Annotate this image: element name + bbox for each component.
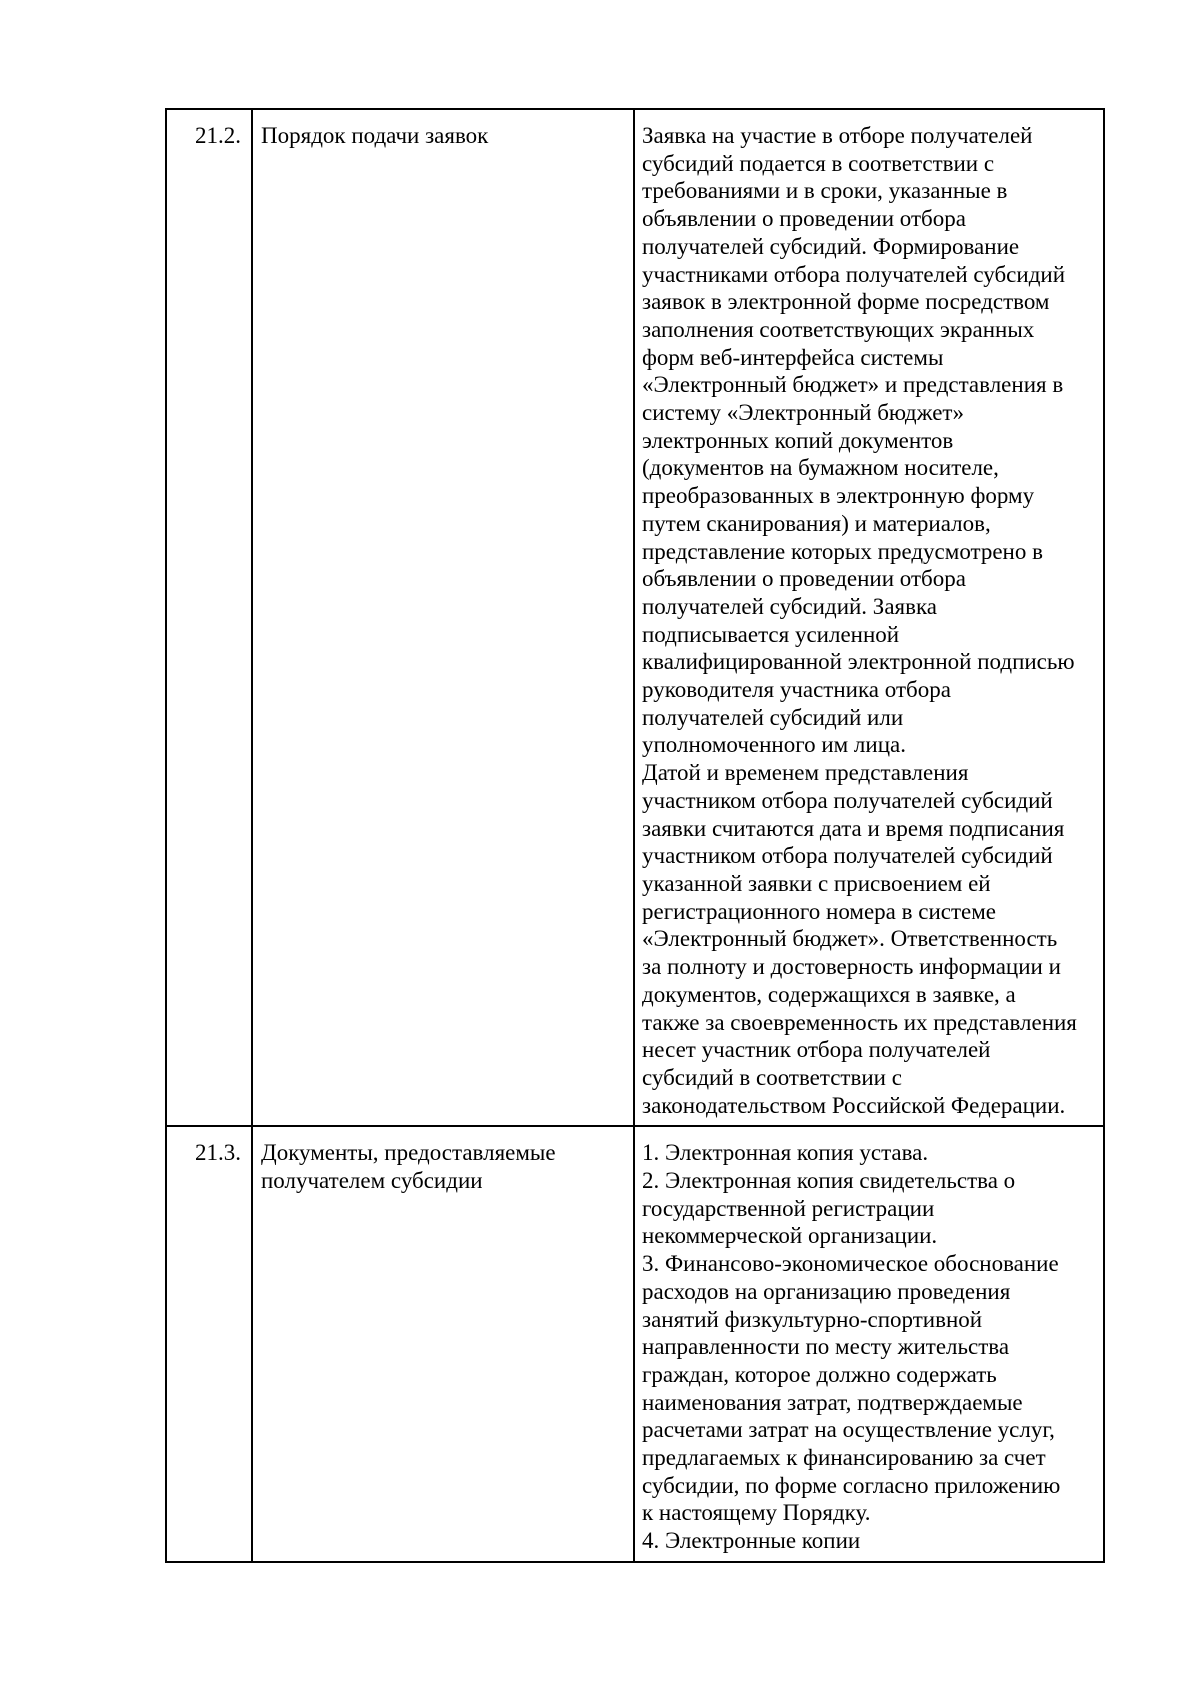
table-row (166, 109, 1104, 1126)
description-paragraph: Датой и временем представления участником отбора получателей субсидий заявки считаются дата и время подписания участником отбора получателей субсидий указанной заявки с присвоением ей регистрационного номера в системе «Электронный бюджет». Ответственность за полноту и достоверность информации и документов, содержащихся в заявке, а также за своевременность их представления несет участник отбора получателей субсидий в соответствии с законодательством Российской Федерации. (642, 760, 1077, 1118)
row-description (634, 109, 1104, 1126)
row-number-text: 21.2. (195, 123, 241, 148)
description-paragraph: 2. Электронная копия свидетельства о государственной регистрации некоммерческой организации. (642, 1168, 1016, 1249)
row-number-text: 21.3. (195, 1140, 241, 1166)
row-description (634, 1126, 1104, 1562)
description-paragraph: 4. Электронные копии (642, 1528, 861, 1554)
row-name-text: Документы, предоставляемые получателем субсидии (261, 1140, 556, 1194)
row-name (252, 109, 634, 1126)
row-name-text: Порядок подачи заявок (261, 123, 489, 148)
description-paragraph: Заявка на участие в отборе получателей субсидий подается в соответствии с требованиями и в сроки, указанные в объявлении о проведении отбора получателей субсидий. Формирование участниками отбора получателей субсидий заявок в электронной форме посредством заполнения соответствующих экранных форм веб-интерфейса системы «Электронный бюджет» и представления в систему «Электронный бюджет» электронных копий документов (документов на бумажном носителе, преобразованных в электронную форму путем сканирования) и материалов, представление которых предусмотрено в объявлении о проведении отбора получателей субсидий. Заявка подписывается усиленной квалифицированной электронной подписью руководителя участника отбора получателей субсидий или уполномоченного им лица. (642, 123, 1075, 758)
table-row (166, 1126, 1104, 1562)
description-paragraph: 1. Электронная копия устава. (642, 1140, 929, 1166)
row-name (252, 1126, 634, 1562)
requirements-table (165, 108, 1105, 1563)
description-paragraph: 3. Финансово-экономическое обоснование расходов на организацию проведения занятий физкультурно-спортивной направленности по месту жительства граждан, которое должно содержать наименования затрат, подтверждаемые расчетами затрат на осуществление услуг, предлагаемых к финансированию за счет субсидии, по форме согласно приложению к настоящему Порядку. (642, 1251, 1061, 1526)
row-number (166, 109, 252, 1126)
row-number (166, 1126, 252, 1562)
